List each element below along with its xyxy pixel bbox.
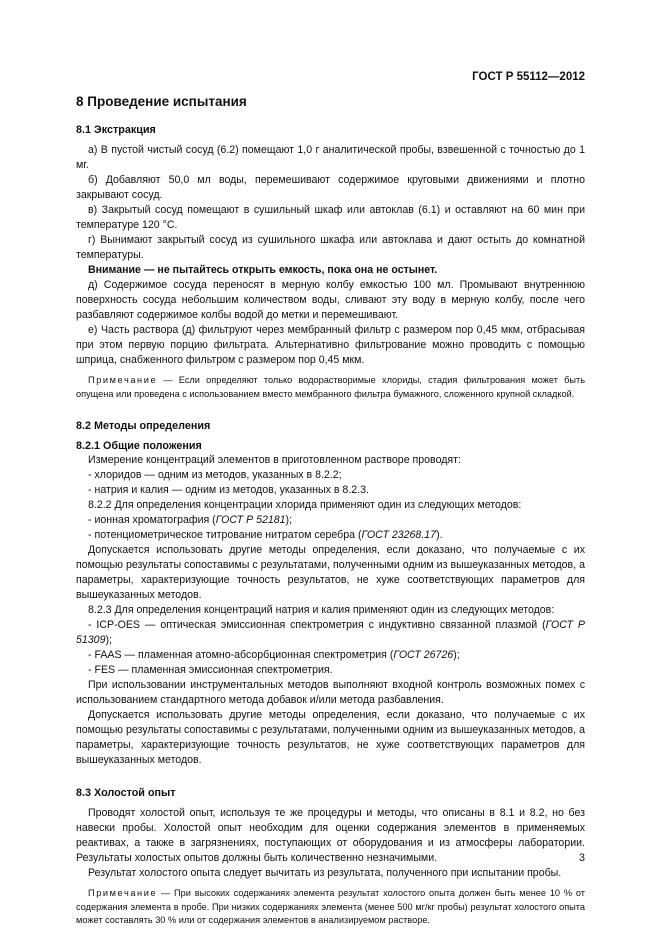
instrumental-methods-paragraph: При использовании инструментальных методов выполняют входной контроль возможных помех с использованием стандартного метода добавок и/или метода разбавления. (76, 679, 585, 706)
paragraph-b: б) Добавляют 50,0 мл воды, перемешивают содержимое круговыми движениями и плотно закрывают сосуд. (76, 174, 585, 201)
blank-test-paragraph: Проводят холостой опыт, используя те же процедуры и методы, что описаны в 8.1 и 8.2, но без навески пробы. Холостой опыт необходим для оценки содержания элементов в применяемых реактивах, а также в загрязнениях, поступающих от оборудования и из атмосферы лаборатории. Результаты холостых опытов должны быть количественно незначимыми. (76, 807, 585, 864)
list-item: - ионная хроматография (ГОСТ Р 52181); (88, 514, 293, 526)
paragraph-v: в) Закрытый сосуд помещают в сушильный шкаф или автоклав (6.1) и оставляют на 60 мин при температуре 120 °С. (76, 204, 585, 231)
page-number: 3 (578, 852, 585, 864)
note-filtration (76, 374, 585, 401)
alternative-methods-paragraph: Допускается использовать другие методы определения, если доказано, что получаемые с их помощью результаты сопоставимы с результатами, полученными одним из вышеуказанных методов, а параметры, характеризующие точность результатов, не хуже соответствующих параметров для вышеуказанных методов. (76, 709, 585, 766)
note-label: Примечание (88, 375, 158, 385)
sodium-potassium-methods-intro: 8.2.3 Для определения концентраций натрия и калия применяют один из следующих методов: (88, 604, 555, 616)
list-item: - FES — пламенная эмиссионная спектрометрия. (88, 664, 333, 676)
list-item: - ICP-OES — оптическая эмиссионная спектрометрия с индуктивно связанной плазмой (ГОСТ Р 51309); (76, 619, 585, 646)
note-label: Примечание (88, 888, 158, 898)
standard-reference: ГОСТ 26726 (393, 649, 454, 661)
chloride-methods-intro: 8.2.2 Для определения концентрации хлорида применяют один из следующих методов: (88, 499, 522, 511)
paragraph-e: е) Часть раствора (д) фильтруют через мембранный фильтр с размером пор 0,45 мкм, отбрасывая при этом первую порцию фильтрата. Альтернативно фильтрование можно проводить с помощью шприца, снабженного фильтром с размером пор 0,45 мкм. (76, 324, 585, 366)
paragraph-d: д) Содержимое сосуда переносят в мерную колбу емкостью 100 мл. Промывают внутреннюю поверхность сосуда небольшим количеством воды, сливают эту воду в мерную колбу, после чего разбавляют содержимое колбы водой до метки и перемешивают. (76, 279, 585, 321)
note-text: — При высоких содержаниях элемента результат холостого опыта должен быть менее 10 % от содержания элемента в пробе. При низких содержаниях элемента (менее 500 мг/кг пробы) результат холостого опыта может составлять 30 % или от содержания элементов в анализируемом растворе. (76, 888, 585, 925)
subsection-title-blank-test: 8.3 Холостой опыт (76, 787, 176, 799)
list-item: - натрия и калия — одним из методов, указанных в 8.2.3. (88, 484, 369, 496)
methods-intro: Измерение концентраций элементов в приготовленном растворе проводят: (88, 454, 461, 466)
section-title: 8 Проведение испытания (76, 94, 247, 109)
list-item: - FAAS — пламенная атомно-абсорбционная спектрометрия (ГОСТ 26726); (88, 649, 460, 661)
standard-reference: ГОСТ Р 52181 (215, 514, 286, 526)
alternative-methods-paragraph: Допускается использовать другие методы определения, если доказано, что получаемые с их помощью результаты сопоставимы с результатами, полученными одним из вышеуказанных методов, а параметры, характеризующие точность результатов, не хуже соответствующих параметров для вышеуказанных методов. (76, 544, 585, 601)
standard-reference: ГОСТ 23268.17 (361, 529, 437, 541)
blank-test-subtract-paragraph: Результат холостого опыта следует вычитать из результата, полученного при испытании пробы. (88, 867, 562, 879)
subsubsection-title-general: 8.2.1 Общие положения (76, 440, 202, 452)
warning-text: Внимание — не пытайтесь открыть емкость, пока она не остынет. (88, 264, 438, 276)
list-item: - потенциометрическое титрование нитратом серебра (ГОСТ 23268.17). (88, 529, 443, 541)
document-header: ГОСТ Р 55112—2012 (472, 71, 585, 83)
subsection-title-extraction: 8.1 Экстракция (76, 124, 156, 136)
paragraph-a: а) В пустой чистый сосуд (6.2) помещают 1,0 г аналитической пробы, взвешенной с точностью до 1 мг. (76, 144, 585, 171)
note-blank-test (76, 887, 585, 928)
page-content (76, 93, 585, 928)
note-text: — Если определяют только водорастворимые хлориды, стадия фильтрования может быть опущена или проведена с использованием вместо мембранного фильтра бумажного, сложенного крупной складкой. (76, 375, 585, 399)
paragraph-g: г) Вынимают закрытый сосуд из сушильного шкафа или автоклава и дают остыть до комнатной температуры. (76, 234, 585, 261)
standard-reference: ГОСТ Р 51309 (76, 619, 585, 646)
subsection-title-methods: 8.2 Методы определения (76, 420, 211, 432)
list-item: - хлоридов — одним из методов, указанных в 8.2.2; (88, 469, 342, 481)
